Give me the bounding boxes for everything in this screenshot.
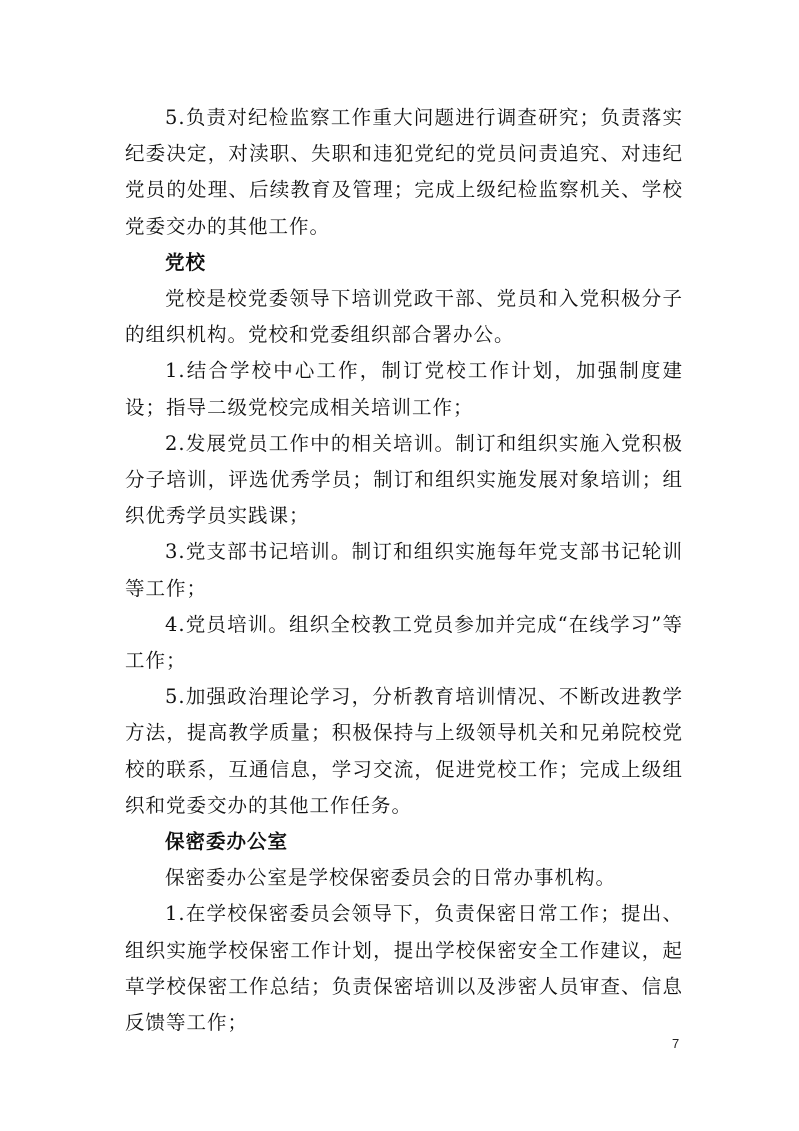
paragraph-party-school-item-2: 2.发展党员工作中的相关培训。制订和组织实施入党积极分子培训，评选优秀学员；制订和组织实施发展对象培训；组织优秀学员实践课；	[125, 431, 683, 528]
paragraph-secrecy-office-intro: 保密委办公室是学校保密委员会的日常办事机构。	[165, 866, 617, 890]
paragraph-party-school-intro: 党校是校党委领导下培训党政干部、党员和入党积极分子的组织机构。党校和党委组织部合署办公。	[125, 287, 683, 347]
section-heading-party-school: 党校	[165, 250, 207, 274]
paragraph-secrecy-office-item-1: 1.在学校保密委员会领导下，负责保密日常工作；提出、组织实施学校保密工作计划，提出学校保密安全工作建议，起草学校保密工作总结；负责保密培训以及涉密人员审查、信息反馈等工作；	[125, 902, 683, 1035]
paragraph-party-school-item-5: 5.加强政治理论学习，分析教育培训情况、不断改进教学方法，提高教学质量；积极保持与上级领导机关和兄弟院校党校的联系，互通信息，学习交流，促进党校工作；完成上级组织和党委交办的其他工作任务。	[125, 685, 683, 817]
paragraph-party-school-item-4: 4.党员培训。组织全校教工党员参加并完成“在线学习”等工作；	[125, 612, 683, 673]
document-body	[125, 100, 683, 1041]
paragraph-party-school-item-1: 1.结合学校中心工作，制订党校工作计划，加强制度建设；指导二级党校完成相关培训工作；	[125, 359, 683, 419]
paragraph-discipline-item-5: 5.负责对纪检监察工作重大问题进行调查研究；负责落实纪委决定，对渎职、失职和违犯党纪的党员问责追究、对违纪党员的处理、后续教育及管理；完成上级纪检监察机关、学校党委交办的其他工作。	[125, 106, 683, 238]
paragraph-party-school-item-3: 3.党支部书记培训。制订和组织实施每年党支部书记轮训等工作；	[125, 540, 683, 600]
section-heading-secrecy-office: 保密委办公室	[165, 830, 289, 854]
page-number: 7	[672, 1036, 680, 1051]
